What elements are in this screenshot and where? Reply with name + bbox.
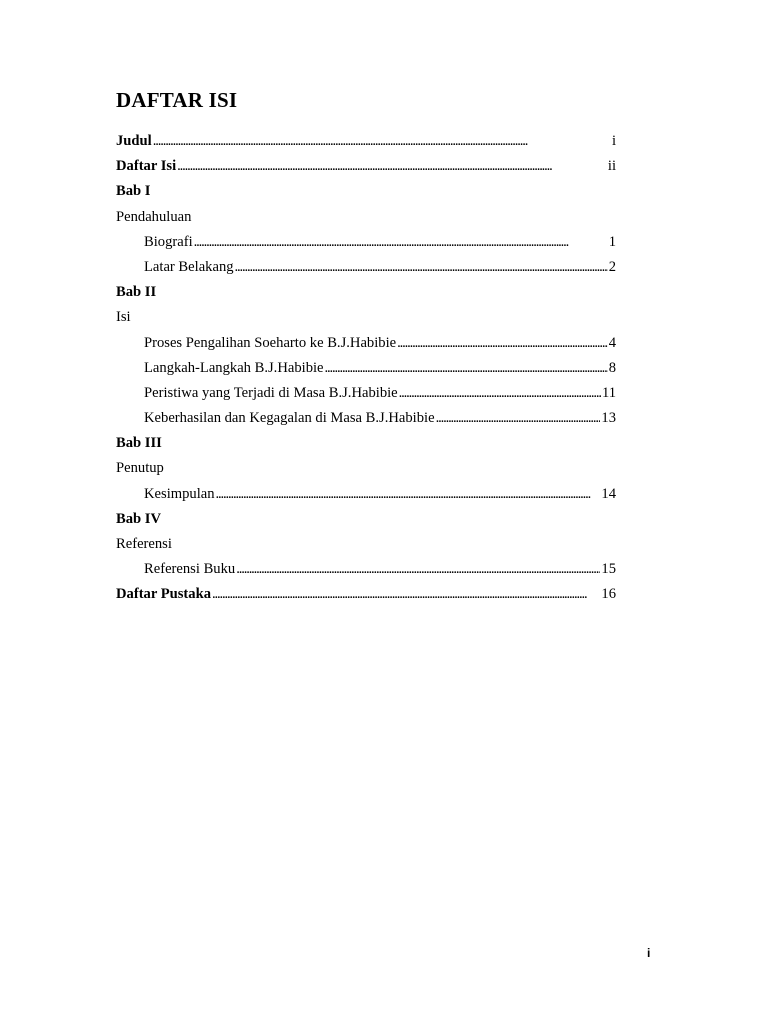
chapter-label: Bab I — [116, 183, 151, 200]
toc-entry-judul[interactable] — [116, 129, 616, 154]
page-footer-number: i — [647, 946, 651, 960]
toc-page-number: 13 — [601, 410, 616, 427]
chapter-label: Bab IV — [116, 510, 162, 527]
toc-entry-label: Daftar Pustaka — [116, 586, 211, 603]
toc-page-number: 11 — [601, 384, 616, 401]
toc-page-number: 1 — [608, 233, 616, 250]
toc-page-number: 2 — [608, 258, 616, 275]
dot-leader — [236, 557, 600, 582]
toc-entry-referensi-buku[interactable] — [116, 557, 616, 582]
chapter-label: Bab III — [116, 435, 162, 452]
toc-entry-peristiwa[interactable] — [116, 381, 616, 406]
section-label: Penutup — [116, 460, 164, 477]
toc-entry-label: Peristiwa yang Terjadi di Masa B.J.Habibie — [144, 384, 398, 401]
toc-section-isi — [116, 305, 616, 330]
dot-leader — [216, 482, 601, 507]
toc-entry-langkah-langkah[interactable] — [116, 356, 616, 381]
dot-leader — [436, 406, 601, 431]
toc-entry-label: Judul — [116, 133, 152, 149]
dot-leader — [397, 331, 608, 356]
toc-page-number: ii — [607, 158, 616, 175]
table-of-contents — [116, 129, 616, 608]
toc-entry-keberhasilan[interactable] — [116, 406, 616, 431]
section-label: Referensi — [116, 536, 172, 552]
toc-entry-latar-belakang[interactable] — [116, 255, 616, 280]
toc-page-number: 8 — [608, 359, 616, 376]
toc-page-number: 4 — [608, 334, 616, 351]
toc-section-pendahuluan — [116, 205, 616, 230]
toc-entry-label: Latar Belakang — [144, 258, 234, 275]
toc-section-referensi — [116, 532, 616, 557]
toc-entry-label: Biografi — [144, 233, 193, 250]
toc-entry-label: Referensi Buku — [144, 561, 236, 578]
section-label: Pendahuluan — [116, 208, 192, 225]
dot-leader — [153, 129, 611, 154]
dot-leader — [325, 356, 608, 381]
toc-page-number: i — [611, 133, 616, 149]
toc-entry-label: Langkah-Langkah B.J.Habibie — [144, 359, 324, 376]
chapter-label: Bab II — [116, 284, 157, 301]
toc-entry-biografi[interactable] — [116, 230, 616, 255]
toc-entry-label: Kesimpulan — [144, 485, 215, 502]
toc-entry-label: Proses Pengalihan Soeharto ke B.J.Habibie — [144, 334, 397, 351]
toc-page-number: 15 — [601, 561, 616, 578]
toc-page-number: 16 — [601, 586, 616, 603]
toc-section-penutup — [116, 456, 616, 481]
toc-entry-daftar-pustaka[interactable] — [116, 582, 616, 607]
toc-entry-proses-pengalihan[interactable] — [116, 331, 616, 356]
dot-leader — [194, 230, 608, 255]
toc-entry-label: Keberhasilan dan Kegagalan di Masa B.J.Habibie — [144, 410, 435, 427]
dot-leader — [212, 582, 600, 607]
toc-chapter-bab-3 — [116, 431, 616, 456]
dot-leader — [177, 154, 607, 179]
toc-entry-label: Daftar Isi — [116, 158, 177, 175]
page-title: DAFTAR ISI — [116, 88, 238, 112]
toc-chapter-bab-1 — [116, 179, 616, 204]
toc-chapter-bab-2 — [116, 280, 616, 305]
dot-leader — [235, 255, 608, 280]
toc-entry-kesimpulan[interactable] — [116, 482, 616, 507]
dot-leader — [399, 381, 601, 406]
toc-chapter-bab-4 — [116, 507, 616, 532]
toc-page-number: 14 — [601, 485, 616, 502]
section-label: Isi — [116, 309, 131, 326]
toc-entry-daftar-isi[interactable] — [116, 154, 616, 179]
